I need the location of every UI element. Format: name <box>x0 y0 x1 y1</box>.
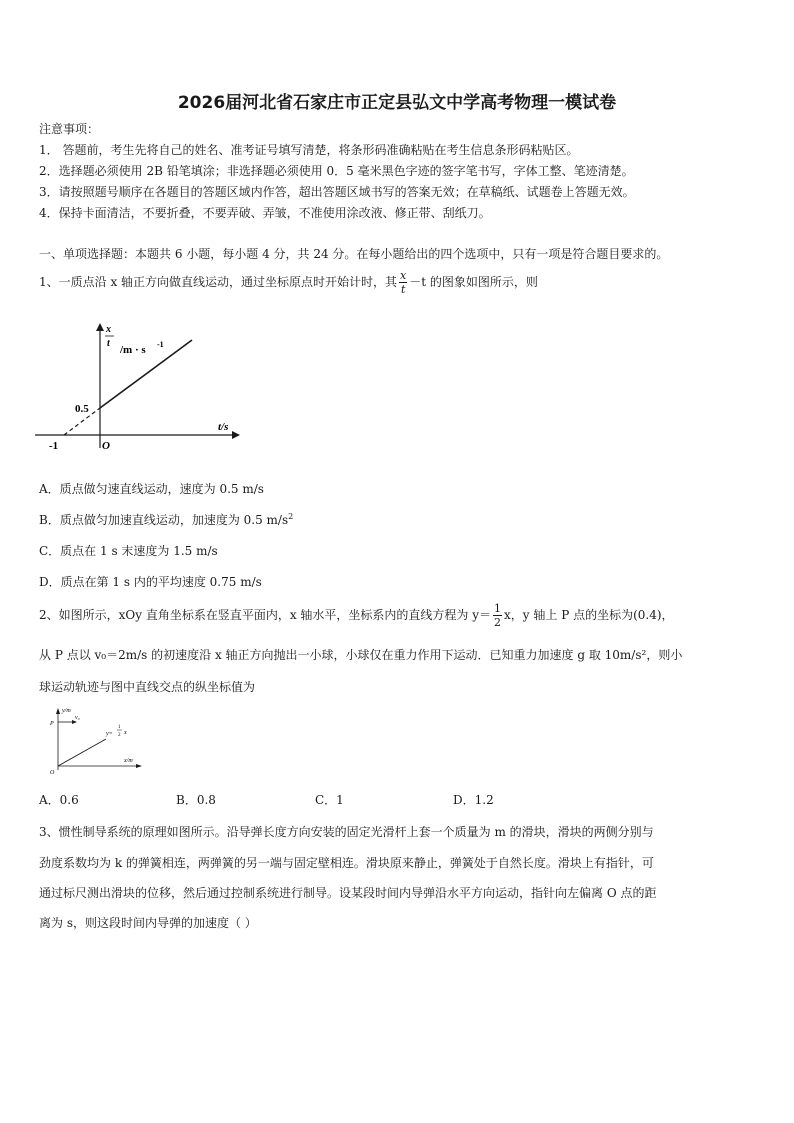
notice-item: 2．选择题必须使用 2B 铅笔填涂；非选择题必须使用 0．5 毫米黑色字迹的签字笔书写，字体工整、笔迹清楚。 <box>39 164 634 178</box>
option-a: A．质点做匀速直线运动，速度为 0.5 m/s <box>39 482 264 496</box>
q2-option-a: A．0.6 <box>39 793 79 807</box>
fraction-numerator: x <box>400 269 407 282</box>
x-axis-arrow-icon <box>136 764 142 768</box>
question-2-line-1 <box>39 600 674 630</box>
y-axis-arrow-icon <box>96 323 104 331</box>
question-1-stem <box>39 268 538 296</box>
y-axis-unit: /m · s <box>120 344 146 356</box>
question-1-graph <box>30 318 250 458</box>
question-3-line-3: 通过标尺测出滑块的位移，然后通过控制系统进行制导。设某段时间内导弹沿水平方向运动，指针向左偏离 O 点的距 <box>39 886 657 900</box>
x-over-t-fraction <box>399 270 407 295</box>
data-line <box>100 340 192 408</box>
q2-option-d: D．1.2 <box>453 793 494 807</box>
y-axis-arrow-icon <box>56 708 60 714</box>
question-2-line-3: 球运动轨迹与图中直线交点的纵坐标值为 <box>39 680 256 694</box>
point-p-label: P <box>50 721 54 727</box>
notice-item: 4．保持卡面清洁，不要折叠，不要弄破、弄皱，不准使用涂改液、修正带、刮纸刀。 <box>39 206 491 220</box>
one-half-fraction <box>493 603 502 628</box>
question-3-line-1: 3、惯性制导系统的原理如图所示。沿导弹长度方向安装的固定光滑杆上套一个质量为 m 的滑块，滑块的两侧分别与 <box>39 825 654 839</box>
question-2-line-2: 从 P 点以 v₀＝2m/s 的初速度沿 x 轴正方向抛出一小球，小球仅在重力作用下运动．已知重力加速度 g 取 10m/s²，则小 <box>39 648 683 662</box>
y-axis-unit-exponent: -1 <box>157 340 164 349</box>
origin-label: O <box>50 770 55 776</box>
question-2-text-b: x，y 轴上 P 点的坐标为(0.4)， <box>504 608 674 622</box>
section-heading: 一、单项选择题：本题共 6 小题，每小题 4 分，共 24 分。在每小题给出的四个选项中，只有一项是符合题目要求的。 <box>39 247 669 261</box>
option-b-superscript: 2 <box>288 512 294 521</box>
x-intercept-label: -1 <box>49 440 59 452</box>
y-axis-numerator: x <box>106 324 111 335</box>
y-axis-denominator: t <box>107 338 110 349</box>
line-equation-label: y= <box>106 731 113 737</box>
question-1-text-a: 1、一质点沿 x 轴正方向做直线运动，通过坐标原点时开始计时，其 <box>39 275 398 289</box>
x-axis-label: x/m <box>124 758 133 764</box>
option-d: D．质点在第 1 s 内的平均速度 0.75 m/s <box>39 575 262 589</box>
option-b-text: B．质点做匀加速直线运动，加速度为 0.5 m/s <box>39 513 289 527</box>
q2-option-b: B．0.8 <box>176 793 216 807</box>
y-axis-label: y/m <box>62 708 71 714</box>
q2-option-c: C．1 <box>315 793 344 807</box>
velocity-label: v₀ <box>75 715 80 721</box>
option-b <box>39 511 293 528</box>
notice-item: 3．请按照题号顺序在各题目的答题区域内作答，超出答题区域书写的答案无效；在草稿纸、试题卷上答题无效。 <box>39 185 635 199</box>
fraction-numerator: 1 <box>494 602 502 615</box>
notice-item: 1． 答题前，考生先将自己的姓名、准考证号填写清楚，将条形码准确粘贴在考生信息条形码粘贴区。 <box>39 143 579 157</box>
x-axis-arrow-icon <box>232 431 240 439</box>
line-equation-variable: x <box>124 730 127 736</box>
line-equation-numerator: 1 <box>118 725 121 730</box>
fraction-denominator: t <box>400 283 406 296</box>
option-c: C．质点在 1 s 末速度为 1.5 m/s <box>39 544 218 558</box>
line-y-half-x <box>58 739 106 766</box>
question-3-line-2: 劲度系数均为 k 的弹簧相连，两弹簧的另一端与固定壁相连。滑块原来静止，弹簧处于自然长度。滑块上有指针，可 <box>39 856 654 870</box>
question-2-text-a: 2、如图所示，xOy 直角坐标系在竖直平面内，x 轴水平，坐标系内的直线方程为 y＝ <box>39 608 492 622</box>
question-3-line-4: 离为 s，则这段时间内导弹的加速度（ ） <box>39 916 257 930</box>
question-1-text-b: －t 的图象如图所示，则 <box>409 275 538 289</box>
x-axis-label: t/s <box>218 421 229 433</box>
line-equation-denominator: 2 <box>118 733 121 738</box>
question-2-graph <box>40 704 150 776</box>
page-title: 2026届河北省石家庄市正定县弘文中学高考物理一模试卷 <box>177 93 617 113</box>
y-intercept-label: 0.5 <box>75 403 89 415</box>
notice-heading: 注意事项： <box>39 122 100 136</box>
origin-label: O <box>102 440 110 452</box>
fraction-denominator: 2 <box>494 616 502 629</box>
